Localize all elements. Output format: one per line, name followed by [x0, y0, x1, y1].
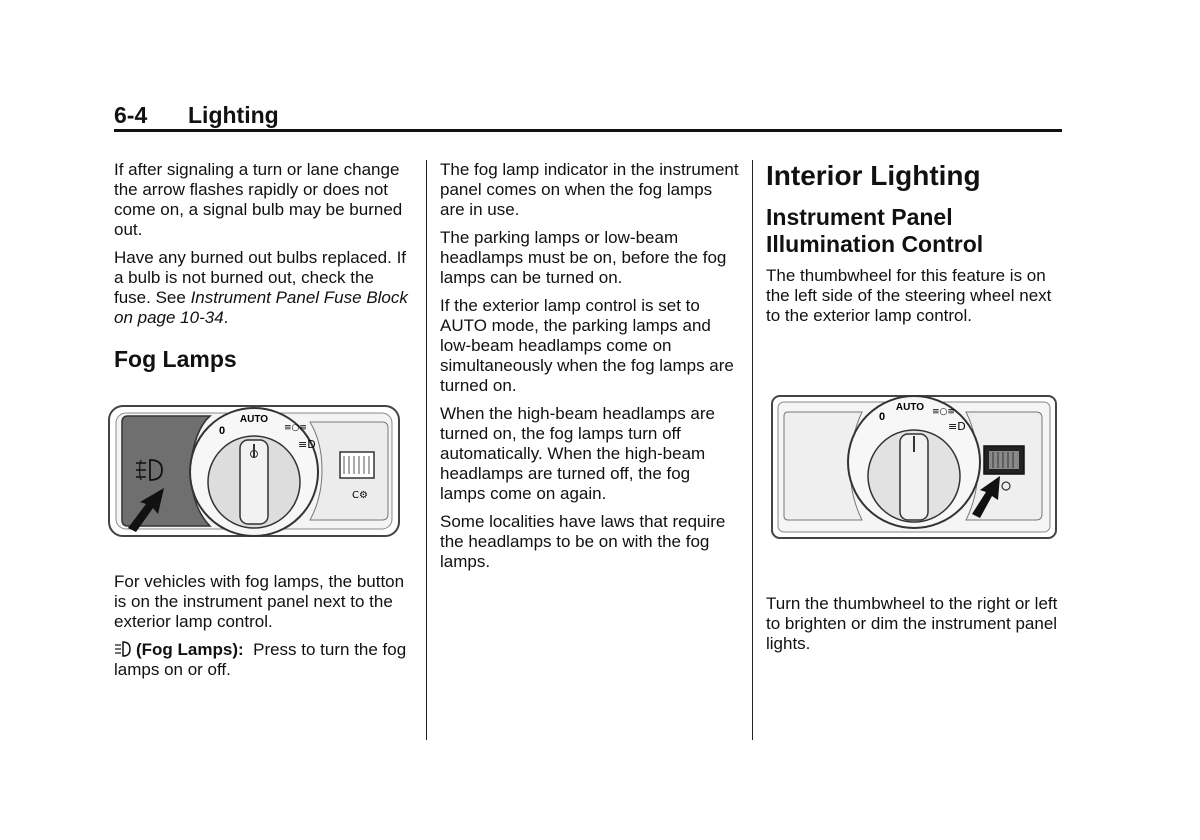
paragraph: The thumbwheel for this feature is on the left side of the steering wheel next to the exterior lamp control. [766, 266, 1052, 325]
paragraph-text: Press to turn the fog lamps on or off. [114, 640, 411, 679]
paragraph [114, 640, 414, 680]
instrument-panel-illumination-illustration [770, 392, 1060, 542]
auto-label: AUTO [239, 414, 269, 425]
parking-lamp-icon: ≡○≡ [284, 423, 307, 433]
paragraph: For vehicles with fog lamps, the button is on the instrument panel next to the exterior lamp control. [114, 572, 405, 631]
paragraph: If the exterior lamp control is set to AUTO mode, the parking lamps and low-beam headlamps come on simultaneously when the fog lamps are turned on. [440, 296, 734, 395]
paragraph: The parking lamps or low-beam headlamps must be on, before the fog lamps can be turned on. [440, 228, 727, 287]
column-2 [440, 160, 740, 580]
fog-lamps-label: (Fog Lamps): [136, 640, 244, 659]
fog-lamp-icon [114, 640, 132, 658]
svg-text:C⚙: C⚙ [352, 490, 368, 501]
cross-reference-link[interactable]: Instrument Panel Fuse Block on page 10-34 [114, 288, 408, 327]
off-label: 0 [218, 425, 226, 437]
section-title: Lighting [188, 102, 279, 128]
section-heading: Fog Lamps [114, 346, 237, 372]
header-rule [114, 129, 1062, 132]
page-header [114, 100, 1062, 132]
paragraph-text: . [223, 308, 229, 327]
paragraph: When the high-beam headlamps are turned on, the fog lamps turn off automatically. When the high-beam headlamps are turned off, the fog lamps come on again. [440, 404, 715, 503]
page-number: 6-4 [114, 102, 148, 128]
subsection-heading: Instrument Panel Illumination Control [766, 204, 984, 257]
paragraph: Turn the thumbwheel to the right or left to brighten or dim the instrument panel lights. [766, 594, 1058, 653]
chapter-heading: Interior Lighting [766, 160, 981, 191]
paragraph-text: Have any burned out bulbs replaced. If a bulb is not burned out, check the fuse. See [114, 248, 407, 307]
column-divider [426, 160, 427, 740]
column-1 [114, 160, 414, 688]
auto-label: AUTO [895, 402, 925, 413]
fog-lamp-switch-illustration [106, 400, 402, 542]
paragraph: The fog lamp indicator in the instrument panel comes on when the fog lamps are in use. [440, 160, 739, 219]
column-divider [752, 160, 753, 740]
paragraph [114, 248, 414, 328]
parking-lamp-icon: ≡○≡ [932, 407, 955, 417]
headlamp-icon: ≡D [298, 438, 316, 451]
headlamp-icon: ≡D [948, 420, 966, 433]
paragraph: Some localities have laws that require the headlamps to be on with the fog lamps. [440, 512, 726, 571]
off-label: 0 [878, 411, 886, 423]
column-3 [766, 160, 1066, 662]
paragraph: If after signaling a turn or lane change the arrow flashes rapidly or does not come on, a signal bulb may be burned out. [114, 160, 403, 239]
